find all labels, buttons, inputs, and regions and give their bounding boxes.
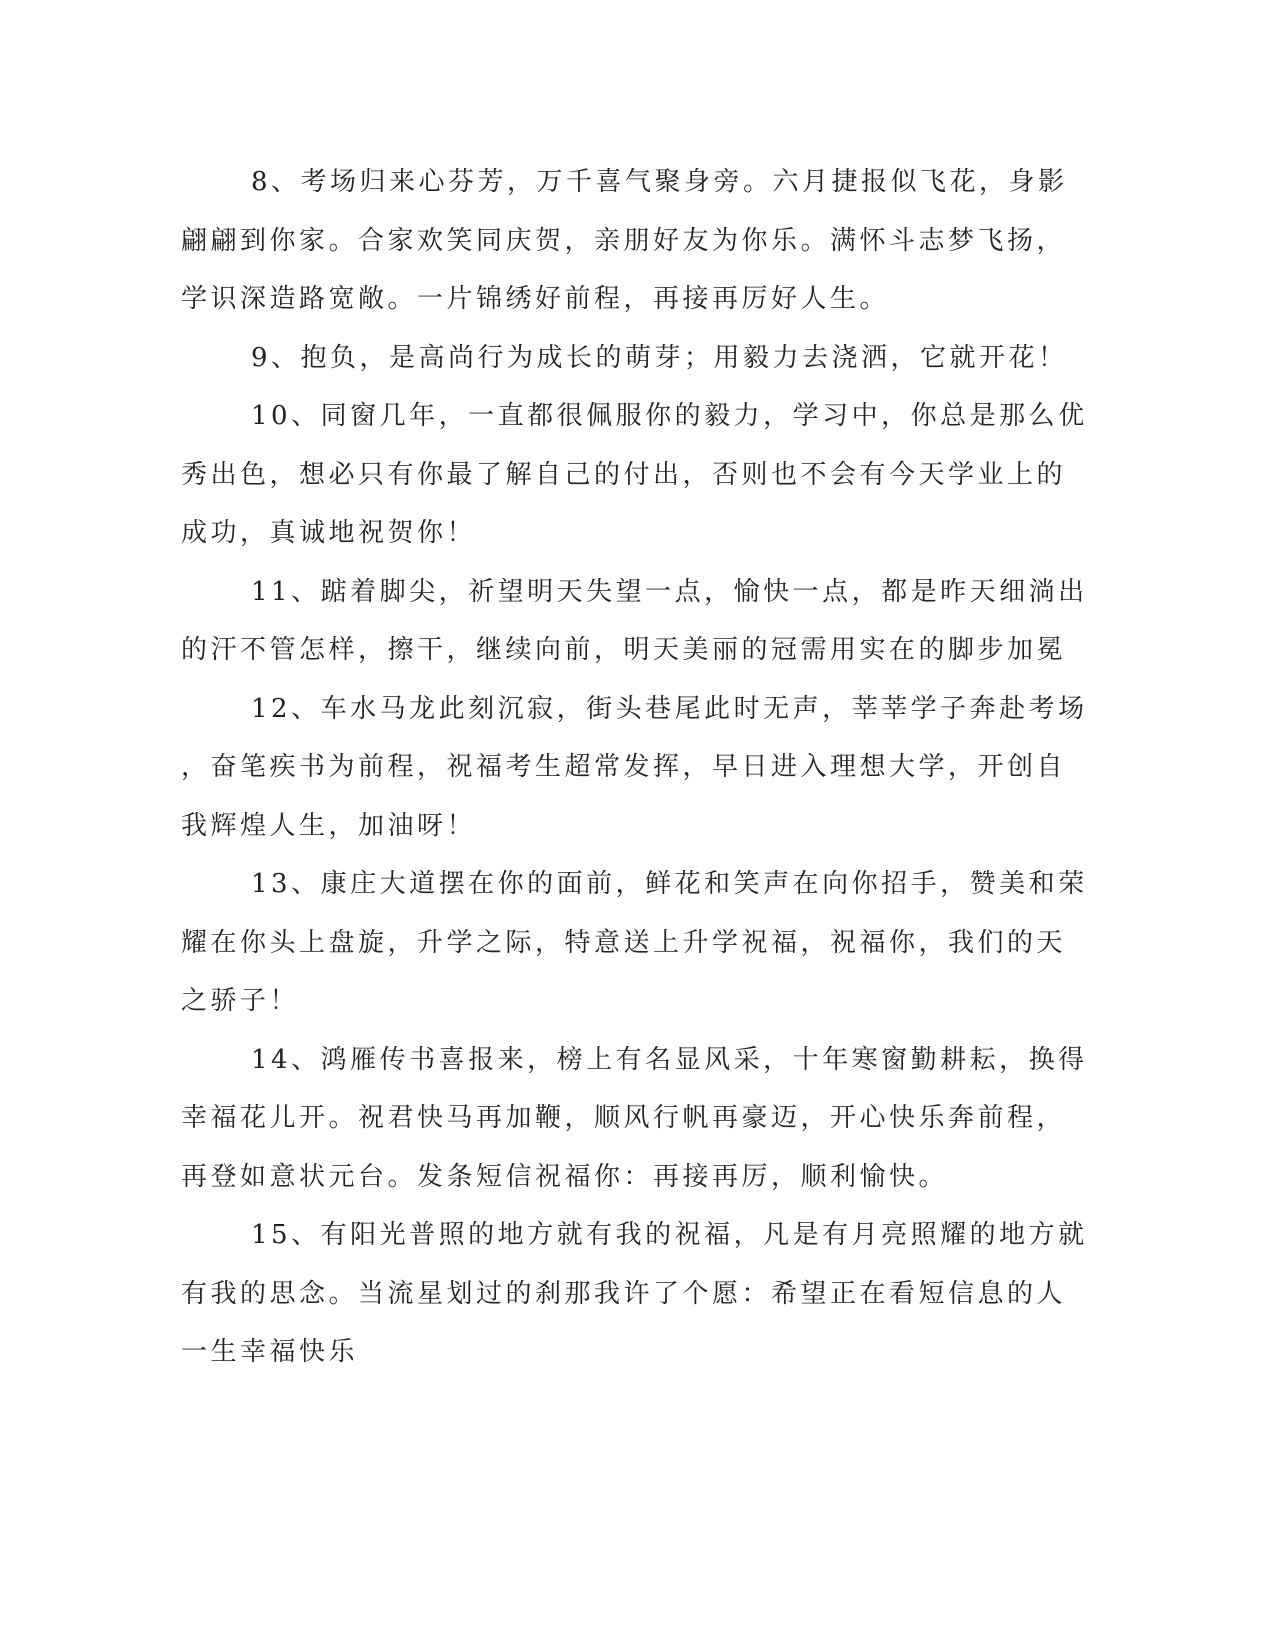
paragraph-line: 14、鸿雁传书喜报来，榜上有名显风采，十年寒窗勤耕耘，换得: [251, 1044, 1088, 1075]
paragraph-line: 10、同窗几年，一直都很佩服你的毅力，学习中，你总是那么优: [251, 401, 1088, 431]
paragraph-line: 我辉煌人生，加油呀！: [181, 810, 477, 841]
paragraph-9: [181, 329, 1068, 388]
paragraph-14: [181, 1031, 1088, 1207]
paragraph-line: 15、有阳光普照的地方就有我的祝福，凡是有月亮照耀的地方就: [251, 1220, 1088, 1250]
paragraph-13: [181, 855, 1088, 1031]
paragraph-line: 翩翩到你家。合家欢笑同庆贺，亲朋好友为你乐。满怀斗志梦飞扬，: [181, 225, 1067, 256]
paragraph-line: ，奋笔疾书为前程，祝福考生超常发挥，早日进入理想大学，开创自: [181, 752, 1067, 782]
paragraph-line: 耀在你头上盘旋，升学之际，特意送上升学祝福，祝福你，我们的天: [181, 927, 1067, 958]
document-body: [181, 153, 1088, 1382]
paragraph-line: 的汗不管怎样，擦干，继续向前，明天美丽的冠需用实在的脚步加冕: [181, 635, 1067, 665]
paragraph-line: 一生幸福快乐: [181, 1337, 359, 1367]
paragraph-line: 9、抱负，是高尚行为成长的萌芽；用毅力去浇洒，它就开花！: [251, 342, 1068, 373]
paragraph-10: [181, 387, 1088, 563]
paragraph-line: 再登如意状元台。发条短信祝福你：再接再厉，顺利愉快。: [181, 1161, 949, 1192]
paragraph-line: 12、车水马龙此刻沉寂，街头巷尾此时无声，莘莘学子奔赴考场: [251, 693, 1088, 724]
paragraph-line: 幸福花儿开。祝君快马再加鞭，顺风行帆再豪迈，开心快乐奔前程，: [181, 1103, 1067, 1133]
paragraph-line: 11、踮着脚尖，祈望明天失望一点，愉快一点，都是昨天细淌出: [251, 576, 1088, 607]
paragraph-12: [181, 680, 1088, 856]
paragraph-line: 学识深造路宽敞。一片锦绣好前程，再接再厉好人生。: [181, 284, 890, 314]
paragraph-line: 有我的思念。当流星划过的刹那我许了个愿：希望正在看短信息的人: [181, 1278, 1067, 1309]
paragraph-8: [181, 153, 1068, 329]
paragraph-line: 秀出色，想必只有你最了解自己的付出，否则也不会有今天学业上的: [181, 459, 1067, 490]
paragraph-line: 成功，真诚地祝贺你！: [181, 518, 477, 548]
paragraph-line: 之骄子！: [181, 986, 300, 1016]
paragraph-line: 8、考场归来心芬芳，万千喜气聚身旁。六月捷报似飞花，身影: [251, 167, 1068, 197]
paragraph-15: [181, 1206, 1088, 1382]
paragraph-line: 13、康庄大道摆在你的面前，鲜花和笑声在向你招手，赞美和荣: [251, 869, 1088, 899]
paragraph-11: [181, 563, 1088, 680]
